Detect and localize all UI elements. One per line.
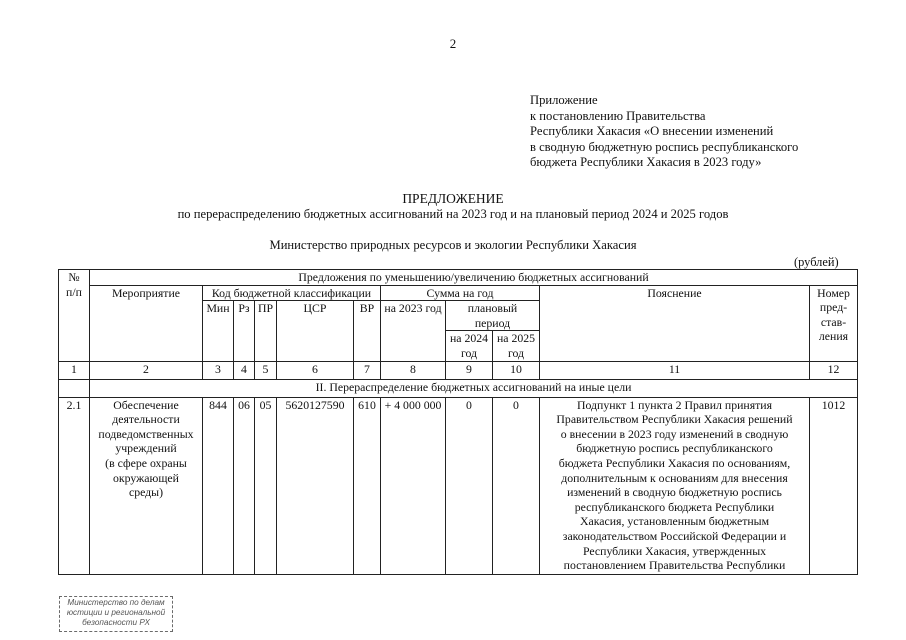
- row-rz: 06: [234, 397, 255, 574]
- header-proposals: Предложения по уменьшению/увеличению бюджетных ассигнований: [90, 270, 858, 286]
- header-sum: Сумма на год: [381, 285, 540, 301]
- row-csr: 5620127590: [277, 397, 354, 574]
- registration-stamp: [59, 596, 173, 632]
- section-title: II. Перераспределение бюджетных ассигнований на иные цели: [90, 379, 858, 397]
- index-cell: 5: [255, 361, 277, 379]
- document-title: ПРЕДЛОЖЕНИЕ: [402, 191, 504, 206]
- index-cell: 9: [446, 361, 493, 379]
- index-cell: 12: [810, 361, 858, 379]
- index-cell: 4: [234, 361, 255, 379]
- appendix-block: [530, 93, 798, 171]
- header-y2024: на 2024 год: [446, 331, 493, 361]
- section-num-cell: [59, 379, 90, 397]
- appendix-line: в сводную бюджетную роспись республиканского: [530, 139, 799, 154]
- appendix-line: бюджета Республики Хакасия в 2023 году»: [530, 155, 762, 169]
- header-y2025: на 2025 год: [493, 331, 540, 361]
- budget-table: [58, 269, 858, 575]
- table-row: [59, 397, 858, 574]
- page-number: 2: [449, 36, 457, 51]
- row-rep-num: 1012: [810, 397, 858, 574]
- appendix-line: Приложение: [530, 93, 598, 107]
- index-cell: 10: [493, 361, 540, 379]
- row-y2023: + 4 000 000: [381, 397, 446, 574]
- row-num: 2.1: [59, 397, 90, 574]
- header-explain: Пояснение: [540, 285, 810, 361]
- row-y2025: 0: [493, 397, 540, 574]
- stamp-line: безопасности РХ: [82, 618, 150, 627]
- index-cell: 6: [277, 361, 354, 379]
- header-rep-num: Номер пред- став- ления: [810, 285, 858, 361]
- header-planned: плановый период: [446, 301, 540, 331]
- header-num: № п/п: [59, 270, 90, 362]
- header-rz: Рз: [234, 301, 255, 361]
- row-meropr: Обеспечение деятельности подведомственных учреждений (в сфере охраны окружающей среды): [90, 397, 203, 574]
- appendix-line: Республики Хакасия «О внесении изменений: [530, 124, 774, 138]
- header-meropr: Мероприятие: [90, 285, 203, 361]
- header-pr: ПР: [255, 301, 277, 361]
- stamp-line: Министерство по делам: [67, 598, 165, 607]
- row-y2024: 0: [446, 397, 493, 574]
- index-cell: 1: [59, 361, 90, 379]
- appendix-line: к постановлению Правительства: [530, 108, 706, 123]
- header-csr: ЦСР: [277, 301, 354, 361]
- units-label: (рублей): [794, 255, 839, 269]
- header-min: Мин: [203, 301, 234, 361]
- header-kbk: Код бюджетной классификации: [203, 285, 381, 301]
- index-cell: 7: [354, 361, 381, 379]
- header-y2023: на 2023 год: [381, 301, 446, 361]
- row-explain: Подпункт 1 пункта 2 Правил принятия Правительством Республики Хакасия решений о внесении в 2023 году изменений в сводную бюджетную роспись республиканского бюджета Республики Хакасия по основаниям, дополнительным к основаниям для внесения изменений в сводную бюджетную роспись республиканского бюджета Республики Хакасия, установленным бюджетным законодательством Российской Федерации и Республики Хакасия, утвержденных постановлением Правительства Республики: [540, 397, 810, 574]
- index-cell: 3: [203, 361, 234, 379]
- index-cell: 8: [381, 361, 446, 379]
- row-min: 844: [203, 397, 234, 574]
- row-pr: 05: [255, 397, 277, 574]
- document-subtitle: по перераспределению бюджетных ассигнований на 2023 год и на плановый период 2024 и 2025 годов: [177, 207, 729, 221]
- ministry-name: Министерство природных ресурсов и экологии Республики Хакасия: [269, 238, 637, 252]
- index-cell: 11: [540, 361, 810, 379]
- column-index-row: [59, 361, 858, 379]
- row-vr: 610: [354, 397, 381, 574]
- header-vr: ВР: [354, 301, 381, 361]
- stamp-line: юстиции и региональной: [66, 608, 166, 617]
- index-cell: 2: [90, 361, 203, 379]
